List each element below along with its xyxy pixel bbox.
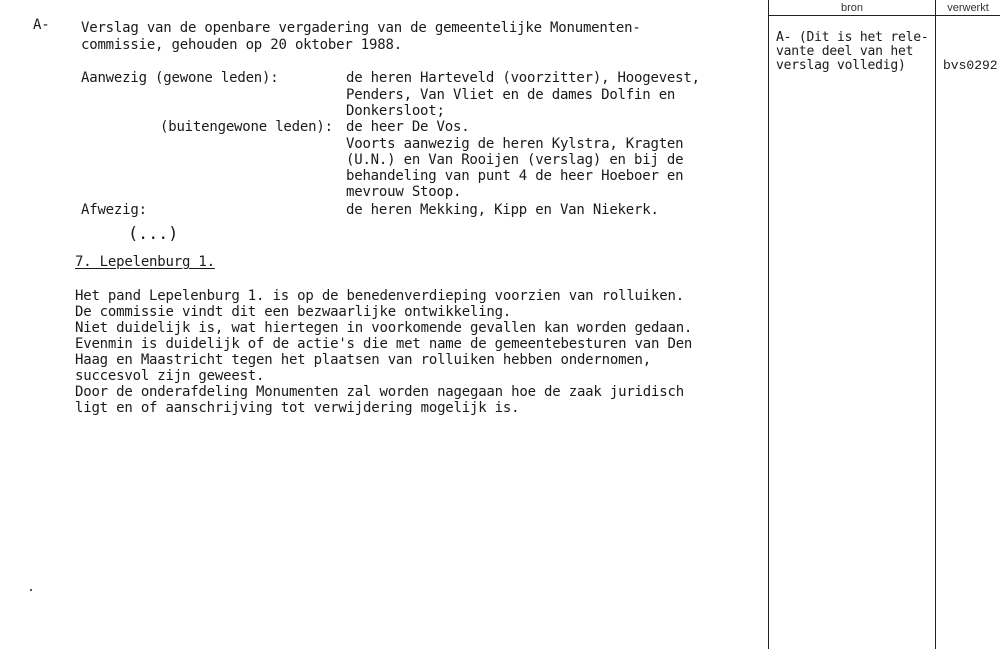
scan-speck bbox=[30, 589, 32, 591]
verwerkt-column-header: verwerkt bbox=[947, 2, 989, 14]
verwerkt-code: bvs0292 bbox=[943, 58, 998, 73]
body-line: succesvol zijn geweest. bbox=[75, 368, 265, 384]
body-line: Evenmin is duidelijk of de actie's die met name de gemeentebesturen van Den bbox=[75, 336, 693, 352]
omission-ellipsis: (...) bbox=[128, 224, 179, 244]
body-line: Niet duidelijk is, wat hiertegen in voorkomende gevallen kan worden gedaan. bbox=[75, 320, 693, 336]
present-label: Aanwezig (gewone leden): bbox=[81, 70, 279, 86]
bron-column-header: bron bbox=[840, 2, 864, 14]
absent-label: Afwezig: bbox=[81, 202, 147, 218]
extra-value-line: behandeling van punt 4 de heer Hoeboer en bbox=[346, 168, 684, 184]
present-value-line: Penders, Van Vliet en de dames Dolfin en bbox=[346, 87, 676, 103]
extra-value-line: mevrouw Stoop. bbox=[346, 184, 462, 200]
extra-value-line: Voorts aanwezig de heren Kylstra, Kragten bbox=[346, 136, 684, 152]
bron-note-line: vante deel van het bbox=[776, 44, 914, 59]
verwerkt-column-left-border bbox=[935, 0, 936, 649]
absent-value: de heren Mekking, Kipp en Van Niekerk. bbox=[346, 202, 659, 218]
body-line: Door de onderafdeling Monumenten zal worden nagegaan hoe de zaak juridisch bbox=[75, 384, 684, 400]
extra-members-label: (buitengewone leden): bbox=[160, 119, 333, 135]
bron-note-line: verslag volledig) bbox=[776, 58, 906, 73]
body-line: Het pand Lepelenburg 1. is op de benedenverdieping voorzien van rolluiken. bbox=[75, 288, 684, 304]
body-line: ligt en of aanschrijving tot verwijdering mogelijk is. bbox=[75, 400, 520, 416]
section-heading: 7. Lepelenburg 1. bbox=[75, 254, 215, 270]
body-line: Haag en Maastricht tegen het plaatsen van rolluiken hebben ondernomen, bbox=[75, 352, 652, 368]
column-header-rule bbox=[768, 15, 1000, 16]
present-value-line: de heren Harteveld (voorzitter), Hoogevest, bbox=[346, 70, 700, 86]
bron-column-left-border bbox=[768, 0, 769, 649]
body-line: De commissie vindt dit een bezwaarlijke ontwikkeling. bbox=[75, 304, 512, 320]
title-line: Verslag van de openbare vergadering van de gemeentelijke Monumenten- bbox=[81, 20, 641, 36]
section-marker: A- bbox=[33, 17, 50, 33]
present-value-line: Donkersloot; bbox=[346, 103, 445, 119]
extra-value-line: de heer De Vos. bbox=[346, 119, 470, 135]
extra-value-line: (U.N.) en Van Rooijen (verslag) en bij de bbox=[346, 152, 684, 168]
bron-note-line: A- (Dit is het rele- bbox=[776, 30, 929, 45]
title-line: commissie, gehouden op 20 oktober 1988. bbox=[81, 37, 402, 53]
